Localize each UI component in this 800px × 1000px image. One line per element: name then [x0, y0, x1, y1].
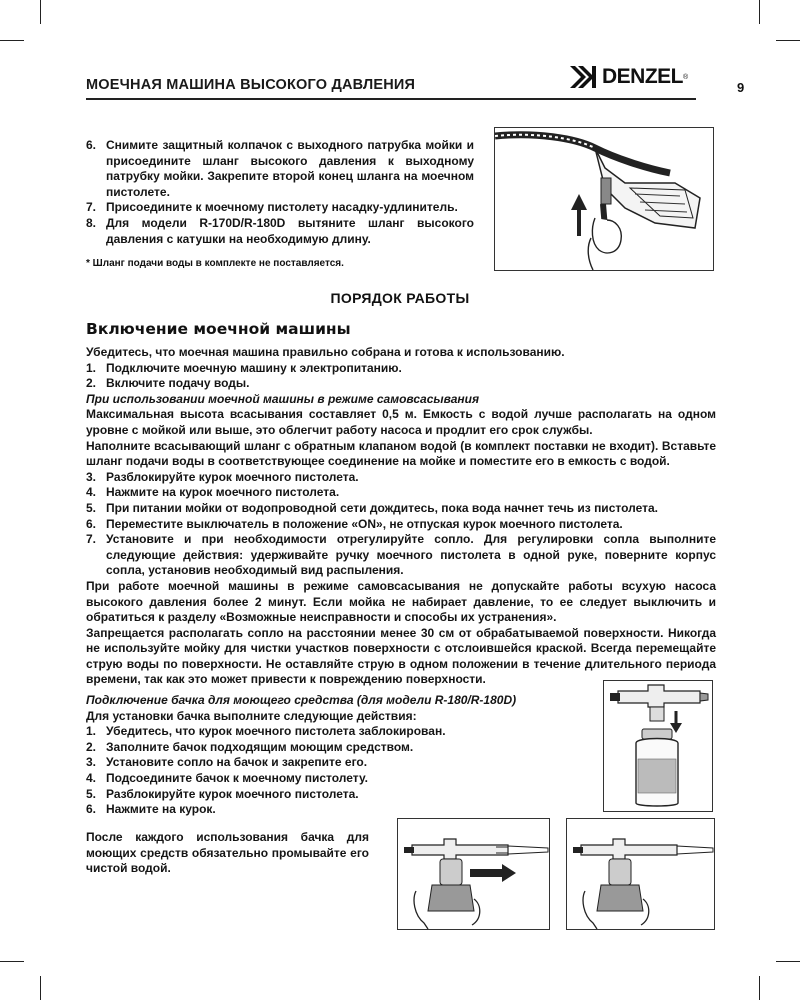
step-number: 3.: [86, 755, 97, 770]
step-text: Переместите выключатель в положение «ON», не отпуская курок моечного пистолета.: [106, 516, 623, 531]
list-item: [86, 376, 716, 392]
main-body: [86, 345, 716, 688]
brand-logo: [568, 64, 688, 90]
self-priming-heading: При использовании моечной машины в режиме самовсасывания: [86, 391, 480, 406]
paragraph: Запрещается располагать сопло на расстоянии менее 30 см от обрабатываемой поверхности. Никогда не используйте мойку для чистки участков поверхности с отслоившейся краской. Всегда перемещайте струю воды по поверхности. Не оставляйте струю в одном положении в течение длительного периода времени, так как это может привести к повреждению поверхности.: [86, 625, 716, 687]
step-number: 4.: [86, 770, 97, 785]
list-item: [86, 787, 586, 803]
step-number: 6.: [86, 802, 97, 817]
crop-mark: [0, 961, 24, 962]
detergent-section: [86, 693, 586, 818]
step-number: 6.: [86, 516, 97, 531]
step-text: Для модели R-170D/R-180D вытяните шланг высокого давления с катушки на необходимую длину.: [106, 215, 474, 246]
list-item: [86, 138, 474, 200]
step-text: При питании мойки от водопроводной сети дождитесь, пока вода начнет течь из пистолета.: [106, 500, 658, 515]
crop-mark: [759, 0, 760, 24]
step-number: 5.: [86, 786, 97, 801]
brand-logo-icon: [568, 64, 598, 90]
step-number: 8.: [86, 215, 97, 230]
step-text: Убедитесь, что курок моечного пистолета заблокирован.: [106, 724, 446, 739]
step-number: 1.: [86, 360, 97, 375]
after-use-note: После каждого использования бачка для моющих средств обязательно промывайте его чистой водой.: [86, 830, 369, 876]
detergent-intro: Для установки бачка выполните следующие действия:: [86, 708, 417, 723]
step-number: 7.: [86, 532, 97, 547]
list-item: [86, 771, 586, 787]
list-item: [86, 740, 586, 756]
detergent-bottle-illustration: [603, 680, 713, 812]
step-text: Заполните бачок подходящим моющим средством.: [106, 739, 414, 754]
footnote: * Шланг подачи воды в комплекте не поставляется.: [86, 258, 344, 269]
detergent-heading: Подключение бачка для моющего средства (для модели R-180/R-180D): [86, 693, 517, 707]
list-item: [86, 470, 716, 486]
paragraph: Максимальная высота всасывания составляет 0,5 м. Емкость с водой лучше располагать на одном уровне с мойкой или выше, это облегчит работу насоса и продлит его срок службы.: [86, 407, 716, 437]
list-item: [86, 532, 716, 579]
step-number: 2.: [86, 739, 97, 754]
step-text: Разблокируйте курок моечного пистолета.: [106, 469, 359, 484]
nozzle-removal-illustration: [397, 818, 550, 930]
step-text: Установите сопло на бачок и закрепите его.: [106, 755, 368, 770]
crop-mark: [40, 976, 41, 1000]
list-item: [86, 501, 716, 517]
list-item: [86, 200, 474, 216]
subsection-title: Включение моечной машины: [86, 320, 351, 338]
crop-mark: [776, 961, 800, 962]
step-number: 2.: [86, 376, 97, 391]
nozzle-attached-illustration: [566, 818, 715, 930]
header-title: МОЕЧНАЯ МАШИНА ВЫСОКОГО ДАВЛЕНИЯ: [86, 77, 416, 93]
list-item: [86, 361, 716, 377]
step-number: 5.: [86, 500, 97, 515]
step-number: 7.: [86, 200, 97, 215]
hose-gun-illustration: [494, 127, 714, 271]
registered-mark: ®: [683, 73, 689, 81]
header-divider: [86, 98, 696, 100]
step-text: Включите подачу воды.: [106, 376, 250, 391]
page-number: 9: [737, 80, 745, 95]
intro-text: Убедитесь, что моечная машина правильно собрана и готова к использованию.: [86, 345, 565, 359]
list-item: [86, 755, 586, 771]
top-steps: [86, 138, 474, 247]
list-item: [86, 485, 716, 501]
paragraph: Наполните всасывающий шланг с обратным клапаном водой (в комплект поставки не входит). Вставьте шланг подачи воды в соответствующее соединение на мойке и поместите его в емкость с водой.: [86, 438, 716, 469]
section-title: ПОРЯДОК РАБОТЫ: [330, 290, 470, 306]
step-text: Установите и при необходимости отрегулируйте сопло. Для регулировки сопла выполните следующие действия: удерживайте ручку моечного пистолета в одной руке, поверните корпус сопла, установив необходимый вид распыления.: [106, 532, 716, 578]
step-text: Нажмите на курок моечного пистолета.: [106, 485, 340, 500]
list-item: [86, 724, 586, 740]
step-text: Снимите защитный колпачок с выходного патрубка мойки и присоедините шланг высокого давления к выходному патрубку мойки. Закрепите второй конец шланга на моечном пистолете.: [106, 138, 474, 199]
step-number: 4.: [86, 485, 97, 500]
step-text: Подключите моечную машину к электропитанию.: [106, 360, 402, 375]
crop-mark: [759, 976, 760, 1000]
step-number: 6.: [86, 138, 97, 152]
step-number: 3.: [86, 469, 97, 484]
step-text: Подсоедините бачок к моечному пистолету.: [106, 770, 368, 785]
crop-mark: [40, 0, 41, 24]
crop-mark: [0, 40, 24, 41]
list-item: [86, 517, 716, 533]
step-text: Нажмите на курок.: [106, 802, 216, 817]
crop-mark: [776, 40, 800, 41]
step-number: 1.: [86, 724, 97, 739]
list-item: [86, 216, 474, 247]
step-text: Разблокируйте курок моечного пистолета.: [106, 786, 359, 801]
paragraph: При работе моечной машины в режиме самовсасывания не допускайте работы всухую насоса высокого давления более 2 минут. Если мойка не набирает давление, то ее следует выключить и обратиться к разделу «Возможные неисправности и способы их устранения».: [86, 578, 716, 625]
step-text: Присоедините к моечному пистолету насадку-удлинитель.: [106, 200, 458, 215]
brand-name: DENZEL: [602, 65, 683, 88]
list-item: [86, 802, 586, 818]
